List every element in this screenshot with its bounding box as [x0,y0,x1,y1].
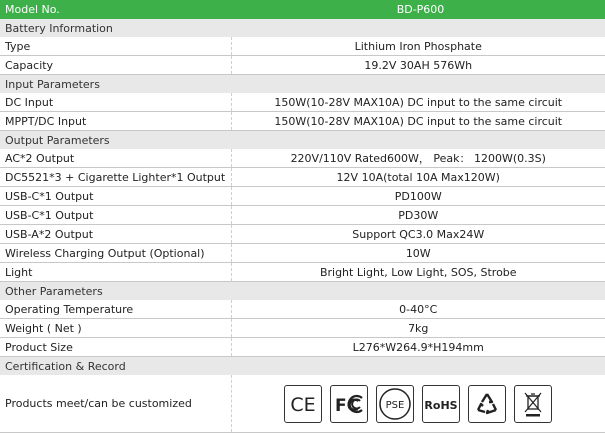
spec-row [0,37,605,56]
spec-value: Bright Light, Low Light, SOS, Strobe [231,263,605,282]
section-title: Other Parameters [0,282,605,301]
spec-row [0,225,605,244]
spec-value: Support QC3.0 Max24W [231,225,605,244]
section-certification [0,357,605,376]
spec-value: Lithium Iron Phosphate [231,37,605,56]
section-title: Output Parameters [0,131,605,150]
spec-label: USB-C*1 Output [0,206,231,225]
spec-row [0,187,605,206]
spec-value: 220V/110V Rated600W， Peak： 1200W(0.3S) [231,149,605,168]
section-title: Battery Information [0,19,605,37]
spec-label: USB-C*1 Output [0,187,231,206]
pse-mark-icon [376,385,414,423]
ce-mark-text: CE [290,393,316,416]
spec-label: DC Input [0,93,231,112]
spec-value: 150W(10-28V MAX10A) DC input to the same circuit [231,93,605,112]
spec-value: 0-40°C [231,300,605,319]
section-other [0,282,605,301]
spec-row [0,93,605,112]
spec-row [0,168,605,187]
spec-label: DC5521*3 + Cigarette Lighter*1 Output [0,168,231,187]
ce-mark-icon [284,385,322,423]
spec-label: Weight ( Net ) [0,319,231,338]
spec-row [0,244,605,263]
weee-bin-icon [514,385,552,423]
spec-value: 150W(10-28V MAX10A) DC input to the same circuit [231,112,605,131]
certification-marks [231,375,605,433]
model-value: BD-P600 [231,0,605,19]
spec-label: Wireless Charging Output (Optional) [0,244,231,263]
spec-value: PD100W [231,187,605,206]
fcc-mark-icon [330,385,368,423]
section-title: Certification & Record [0,357,605,376]
spec-label: Operating Temperature [0,300,231,319]
spec-value: 19.2V 30AH 576Wh [231,56,605,75]
spec-label: MPPT/DC Input [0,112,231,131]
section-battery [0,19,605,37]
spec-label: Product Size [0,338,231,357]
spec-row [0,300,605,319]
rohs-mark-icon [422,385,460,423]
section-output [0,131,605,150]
certification-row [0,375,605,433]
spec-label: Type [0,37,231,56]
spec-value: 12V 10A(total 10A Max120W) [231,168,605,187]
recycle-icon [468,385,506,423]
pse-mark-text: PSE [385,399,405,411]
spec-value: L276*W264.9*H194mm [231,338,605,357]
section-input [0,75,605,94]
spec-row [0,56,605,75]
spec-row [0,338,605,357]
spec-label: USB-A*2 Output [0,225,231,244]
spec-label: Capacity [0,56,231,75]
model-header-row [0,0,605,19]
model-label: Model No. [0,0,231,19]
spec-value: PD30W [231,206,605,225]
rohs-mark-text: RoHS [424,398,458,412]
spec-row [0,149,605,168]
spec-row [0,319,605,338]
fcc-mark-text: FC [335,395,360,416]
certification-label: Products meet/can be customized [0,375,231,433]
spec-row [0,112,605,131]
spec-row [0,206,605,225]
spec-row [0,263,605,282]
spec-value: 7kg [231,319,605,338]
spec-label: AC*2 Output [0,149,231,168]
spec-value: 10W [231,244,605,263]
spec-label: Light [0,263,231,282]
section-title: Input Parameters [0,75,605,94]
